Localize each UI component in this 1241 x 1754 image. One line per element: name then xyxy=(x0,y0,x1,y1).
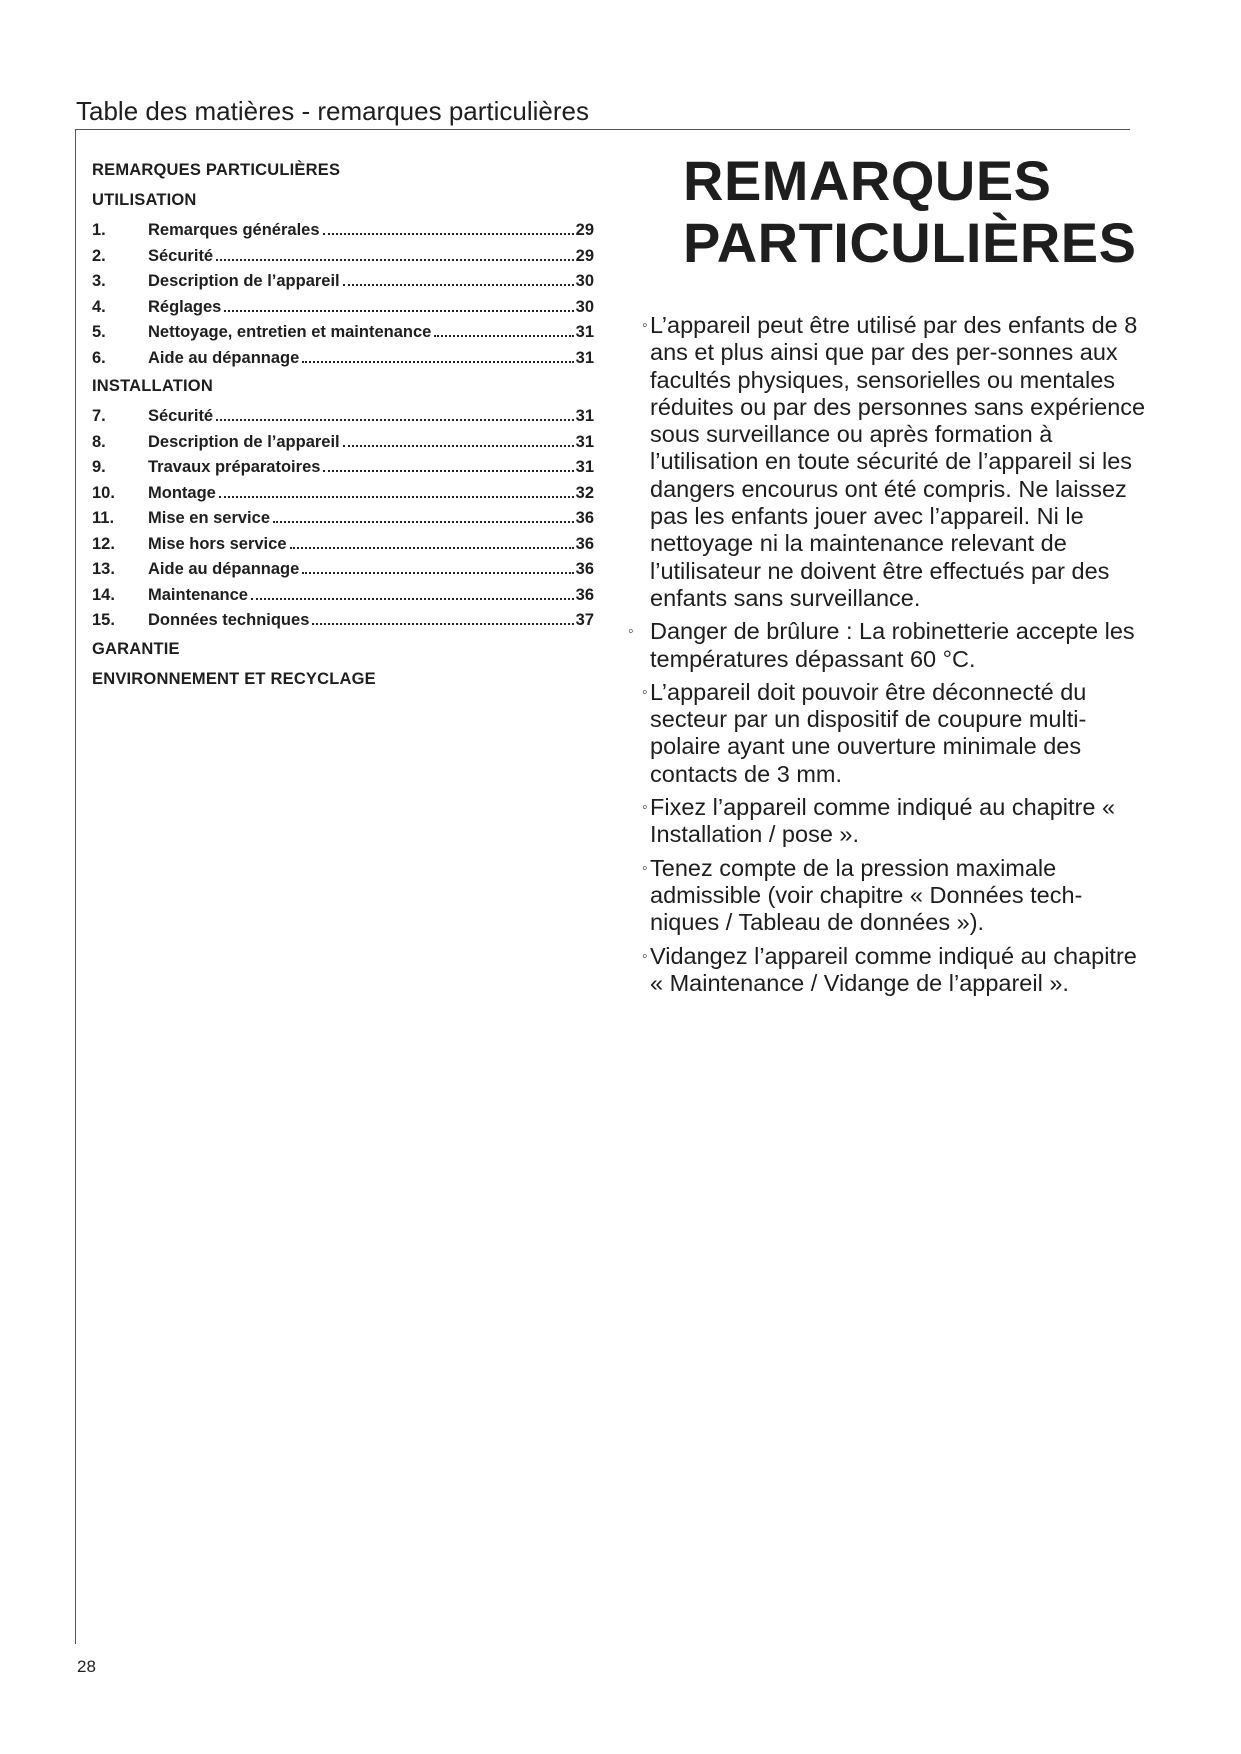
safety-note-text: L’appareil doit pouvoir être déconnecté du secteur par un dispositif de coupure multi-polaire ayant une ouverture minimale des contacts de 3 mm. xyxy=(650,678,1087,787)
toc-entry[interactable] xyxy=(92,456,594,482)
toc-entry-page: 31 xyxy=(575,323,594,341)
section-title xyxy=(683,150,1137,274)
toc-dot-leader xyxy=(219,496,574,498)
toc-dot-leader xyxy=(343,284,574,286)
toc-entry-number: 8. xyxy=(92,432,106,451)
toc-entry-label: Remarques générales xyxy=(148,221,320,239)
toc-entry-label: Sécurité xyxy=(148,246,214,265)
toc-entry-number: 6. xyxy=(92,348,106,367)
toc-entry-label: Description de l’appareil xyxy=(148,432,340,451)
toc-dot-leader xyxy=(290,547,574,549)
toc-heading-remarques[interactable]: REMARQUES PARTICULIÈRES xyxy=(92,161,341,179)
toc-entry[interactable] xyxy=(92,245,594,271)
toc-entry-page: 31 xyxy=(575,458,594,476)
safety-note-text: Tenez compte de la pression maximale admissible (voir chapitre « Données tech-niques / Tableau de données »). xyxy=(650,854,1083,936)
toc-entry-label: Réglages xyxy=(148,297,222,316)
safety-note xyxy=(628,618,1148,673)
toc-entry-page: 36 xyxy=(575,509,594,527)
toc-entry-label: Sécurité xyxy=(148,407,214,425)
toc-heading-garantie[interactable]: GARANTIE xyxy=(92,639,180,658)
safety-note-text: L’appareil peut être utilisé par des enfants de 8 ans et plus ainsi que par des per-sonnes aux facultés physiques, sensorielles ou mentales réduites ou par des personnes sans expérience sous surveillance ou après formation à l’utilisation en toute sécurité de l’appareil si les dangers encourus ont été compris. Ne laissez pas les enfants jouer avec l’appareil. Ni le nettoyage ni la maintenance relevant de l’utilisateur ne doivent être effectués par des enfants sans surveillance. xyxy=(650,312,1146,611)
page-number: 28 xyxy=(77,1657,96,1676)
toc-entry[interactable] xyxy=(92,296,594,322)
toc-entry[interactable] xyxy=(92,482,594,508)
toc-entry-number: 13. xyxy=(92,560,115,578)
toc-entry-page: 32 xyxy=(575,483,594,502)
toc-entry-page: 30 xyxy=(575,272,594,290)
toc-entry[interactable] xyxy=(92,431,594,457)
toc-dot-leader xyxy=(323,233,574,235)
toc-installation-list xyxy=(92,405,594,635)
bullet-circle-icon: ◦ xyxy=(642,947,648,965)
safety-note xyxy=(628,855,1148,937)
toc-entry[interactable] xyxy=(92,347,594,373)
toc-entry-number: 1. xyxy=(92,221,106,239)
header-divider xyxy=(75,129,1130,130)
toc-entry-label: Données techniques xyxy=(148,611,310,629)
bullet-circle-icon: ◦ xyxy=(642,799,648,817)
toc-entry-label: Aide au dépannage xyxy=(148,560,300,578)
toc-entry-page: 36 xyxy=(575,585,594,604)
toc-entry-number: 9. xyxy=(92,458,106,476)
toc-entry-page: 29 xyxy=(575,246,594,265)
toc-entry-page: 30 xyxy=(575,297,594,316)
safety-note xyxy=(628,794,1148,849)
toc-heading-installation[interactable]: INSTALLATION xyxy=(92,377,213,395)
toc-entry-page: 31 xyxy=(575,432,594,451)
toc-dot-leader xyxy=(343,445,574,447)
toc-entry[interactable] xyxy=(92,219,594,245)
toc-entry-label: Mise en service xyxy=(148,509,270,527)
toc-entry-number: 4. xyxy=(92,297,106,316)
toc-entry-label: Maintenance xyxy=(148,585,248,604)
toc-dot-leader xyxy=(216,259,574,261)
toc-entry-number: 5. xyxy=(92,323,106,341)
safety-note xyxy=(628,943,1148,998)
toc-dot-leader xyxy=(251,598,574,600)
toc-dot-leader xyxy=(302,572,573,574)
toc-entry-label: Travaux préparatoires xyxy=(148,458,321,476)
toc-entry[interactable] xyxy=(92,584,594,610)
left-margin-rule xyxy=(75,129,76,1644)
safety-notes-list xyxy=(628,312,1148,1003)
toc-dot-leader xyxy=(224,310,573,312)
toc-entry-label: Montage xyxy=(148,483,216,502)
toc-entry-page: 31 xyxy=(575,348,594,367)
toc-heading-environnement[interactable]: ENVIRONNEMENT ET RECYCLAGE xyxy=(92,669,376,688)
toc-entry-page: 31 xyxy=(575,407,594,425)
safety-note-text: Vidangez l’appareil comme indiqué au chapitre « Maintenance / Vidange de l’appareil ». xyxy=(650,942,1137,996)
toc-entry[interactable] xyxy=(92,270,594,296)
toc-entry-page: 36 xyxy=(575,534,594,553)
toc-entry-number: 12. xyxy=(92,534,115,553)
safety-note-text: Danger de brûlure : La robinetterie accepte les températures dépassant 60 °C. xyxy=(650,618,1135,672)
toc-entry-page: 36 xyxy=(575,560,594,578)
toc-entry-number: 2. xyxy=(92,246,106,265)
toc-entry-page: 37 xyxy=(575,611,594,629)
toc-entry-label: Description de l’appareil xyxy=(148,272,340,290)
toc-dot-leader xyxy=(273,521,574,523)
bullet-circle-icon: ◦ xyxy=(642,317,648,334)
toc-heading-utilisation[interactable]: UTILISATION xyxy=(92,191,197,209)
toc-entry[interactable] xyxy=(92,321,594,347)
bullet-circle-icon: ◦ xyxy=(628,623,634,641)
safety-note xyxy=(628,312,1148,612)
toc-entry[interactable] xyxy=(92,507,594,533)
toc-entry-page: 29 xyxy=(575,221,594,239)
toc-entry-label: Nettoyage, entretien et maintenance xyxy=(148,323,432,341)
toc-entry-label: Mise hors service xyxy=(148,534,287,553)
toc-dot-leader xyxy=(323,470,573,472)
bullet-circle-icon: ◦ xyxy=(642,683,648,701)
toc-entry[interactable] xyxy=(92,558,594,584)
toc-entry-number: 10. xyxy=(92,483,115,502)
toc-entry-number: 15. xyxy=(92,611,115,629)
bullet-circle-icon: ◦ xyxy=(642,859,648,877)
toc-utilisation-list xyxy=(92,219,594,372)
toc-entry[interactable] xyxy=(92,609,594,635)
section-title-line1: REMARQUES xyxy=(683,149,1052,212)
toc-entry[interactable] xyxy=(92,405,594,431)
toc-entry-number: 7. xyxy=(92,407,106,425)
page-header-title: Table des matières - remarques particulières xyxy=(76,96,589,126)
toc-dot-leader xyxy=(302,361,573,363)
safety-note-text: Fixez l’appareil comme indiqué au chapitre « Installation / pose ». xyxy=(650,794,1116,848)
toc-dot-leader xyxy=(312,623,573,625)
section-title-line2: PARTICULIÈRES xyxy=(683,211,1137,274)
toc-dot-leader xyxy=(216,419,574,421)
toc-dot-leader xyxy=(434,335,573,337)
toc-entry-number: 14. xyxy=(92,585,115,604)
toc-entry[interactable] xyxy=(92,533,594,559)
safety-note xyxy=(628,679,1148,788)
toc-entry-number: 11. xyxy=(92,509,115,527)
table-of-contents xyxy=(92,159,594,698)
toc-entry-number: 3. xyxy=(92,272,106,290)
toc-entry-label: Aide au dépannage xyxy=(148,348,300,367)
